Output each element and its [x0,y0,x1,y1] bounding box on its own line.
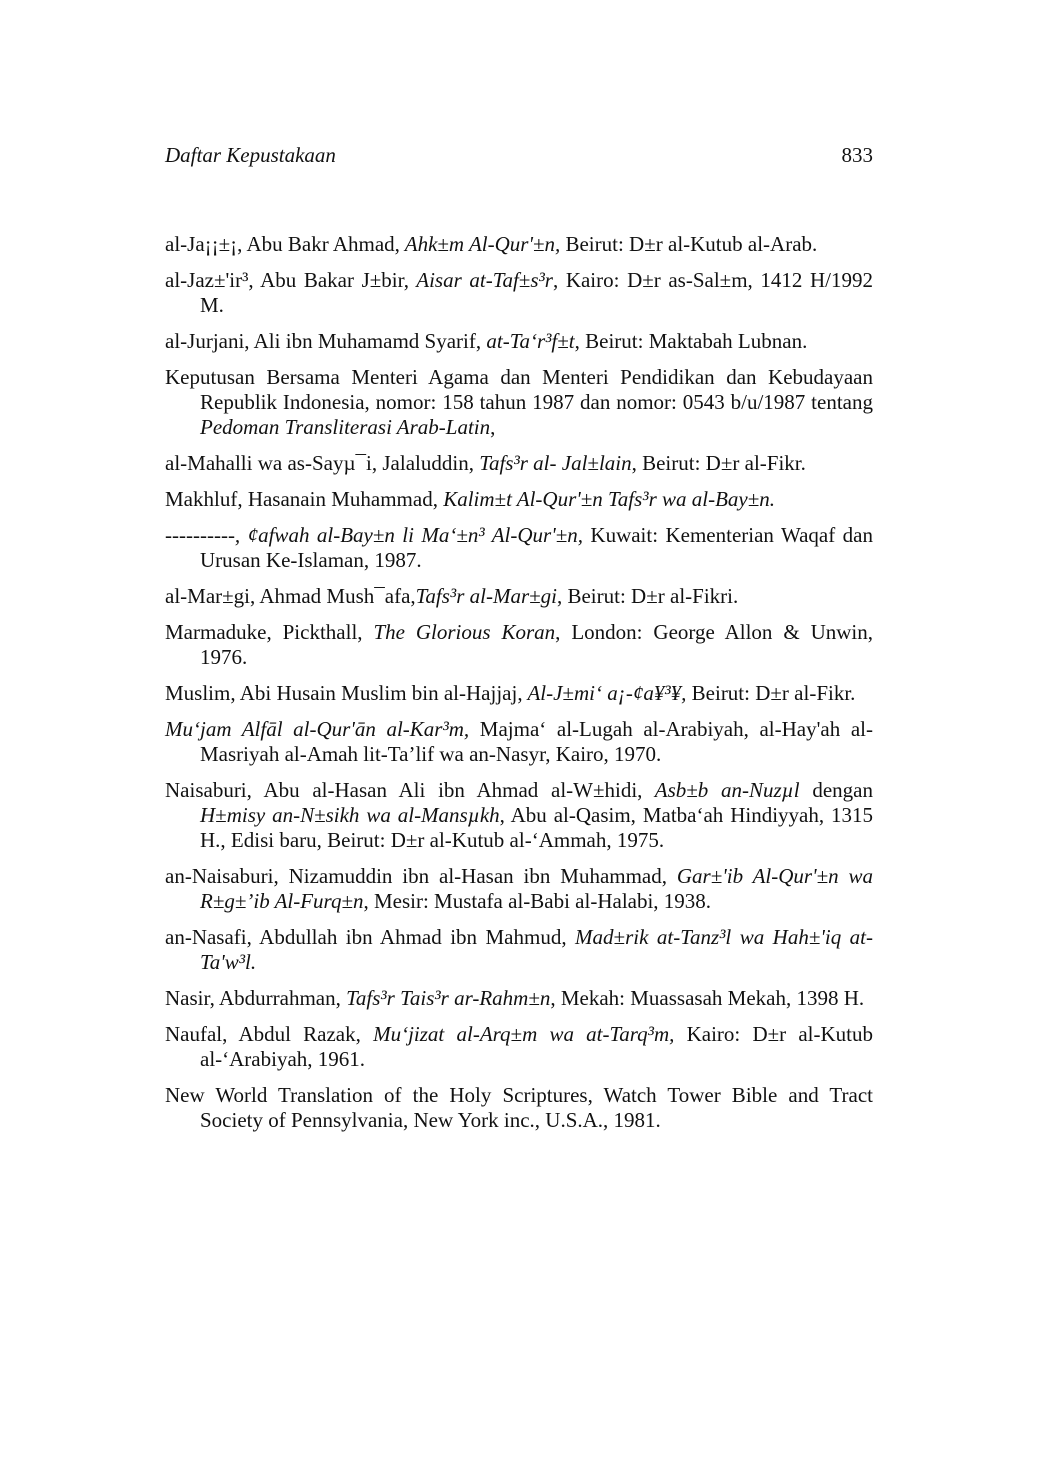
bibliography-entry [165,620,873,670]
entry-publication: Beirut: D±r al-Kutub al-Arab. [560,232,818,256]
entry-publication: , Mesir: Mustafa al-Babi al-Halabi, 1938. [363,889,712,913]
entry-title: Mu‘jam Alfāl al-Qur'ān al-Kar³m, [165,717,470,741]
bibliography-entry [165,1083,873,1133]
entry-title: The Glorious Koran [362,620,556,644]
entry-title: Tafs³r Tais³r ar-Rahm±n [340,986,551,1010]
entry-author: al-Ja¡¡±¡, Abu Bakr Ahmad, [165,232,400,256]
entry-title: Pedoman Transliterasi Arab-Latin [200,415,491,439]
entry-author: Nasir, Abdurrahman, [165,986,341,1010]
entry-publication: , Mekah: Muassasah Mekah, 1398 H. [550,986,865,1010]
entry-publication: , London: George Allon & Unwin, 1976. [200,620,873,669]
entry-publication: , Kairo: D±r as-Sal±m, 1412 H/1992 M. [200,268,873,317]
header-title: Daftar Kepustakaan [165,143,336,167]
entry-title-secondary: H±misy an-N±sikh wa al-Mansµkh [200,803,500,827]
entry-publication-secondary: , Abu al-Qasim, Matba‘ah Hindiyyah, 1315 H., Edisi baru, Beirut: D±r al-Kutub al-‘Ammah, 1975. [200,803,873,852]
entry-title: Tafs³r al- Jal±lain [473,451,632,475]
bibliography-entry [165,329,873,354]
entry-author: an-Nasafi, Abdullah ibn Ahmad ibn Mahmud, [165,925,567,949]
bibliography-entry [165,523,873,573]
entry-publication: Kuwait: Kementerian Waqaf dan Urusan Ke-Islaman, 1987. [200,523,873,572]
entry-publication: , Beirut: D±r al-Fikri. [556,584,739,608]
entry-author: an-Naisaburi, Nizamuddin ibn al-Hasan ibn Muhammad, [165,864,667,888]
bibliography-entry [165,487,873,512]
page-number: 833 [841,143,873,167]
entry-publication: dengan [799,778,873,802]
entry-author: al-Mar±gi, Ahmad Mush¯afa, [165,584,416,608]
entry-title: Ahk±m Al-Qur'±n, [399,232,561,256]
bibliography-list [165,232,873,1144]
entry-title: Tafs³r al-Mar±gi [415,584,557,608]
entry-title: Gar±'ib Al-Qur'±n wa R±g±’ib Al-Furq±n [200,864,873,913]
entry-author: Muslim, Abi Husain Muslim bin al-Hajjaj, [165,681,523,705]
bibliography-entry [165,584,873,609]
entry-title: at-Ta‘r³f±t [481,329,575,353]
entry-publication: Majma‘ al-Lugah al-Arabiyah, al-Hay'ah al-Masriyah al-Amah lit-Ta’lif wa an-Nasyr, Kairo, 1970. [200,717,873,766]
bibliography-entry [165,717,873,767]
entry-author: al-Jurjani, Ali ibn Muhamamd Syarif, [165,329,482,353]
entry-title: Al-J±mi‘ a¡-¢a¥³¥, [522,681,687,705]
entry-author: New World Translation of the Holy Scriptures, Watch Tower Bible and Tract Society of Pennsylvania, New York inc., U.S.A., 1981. [165,1083,873,1132]
bibliography-entry [165,1022,873,1072]
running-header [165,143,873,168]
entry-author: Naisaburi, Abu al-Hasan Ali ibn Ahmad al-W±hidi, [165,778,643,802]
entry-publication: Kairo: D±r al-Kutub al-‘Arabiyah, 1961. [200,1022,873,1071]
bibliography-entry [165,864,873,914]
entry-title: Mad±rik at-Tanz³l wa Hah±'iq at-Ta'w³l. [200,925,873,974]
entry-author: Makhluf, Hasanain Muhammad, [165,487,438,511]
entry-title: Kalim±t Al-Qur'±n Tafs³r wa al-Bay±n. [437,487,776,511]
entry-author: Naufal, Abdul Razak, [165,1022,361,1046]
bibliography-entry [165,232,873,257]
bibliography-entry [165,365,873,440]
entry-title: ----------, ¢afwah al-Bay±n li Ma‘±n³ Al-Qur'±n, [165,523,583,547]
bibliography-entry [165,778,873,853]
entry-author: Keputusan Bersama Menteri Agama dan Menteri Pendidikan dan Kebudayaan Republik Indonesia, nomor: 158 tahun 1987 dan nomor: 0543 b/u/1987 tentang [165,365,873,414]
entry-publication: , Beirut: D±r al-Fikr. [631,451,806,475]
bibliography-entry [165,451,873,476]
entry-author: al-Mahalli wa as-Sayµ¯i, Jalaluddin, [165,451,474,475]
entry-author: Marmaduke, Pickthall, [165,620,363,644]
entry-title: Aisar at-Taf±s³r [409,268,553,292]
entry-title: Asb±b an-Nuzµl [642,778,800,802]
bibliography-entry [165,681,873,706]
bibliography-entry [165,986,873,1011]
bibliography-entry [165,268,873,318]
bibliography-entry [165,925,873,975]
entry-publication: Beirut: D±r al-Fikr. [686,681,856,705]
entry-title: Mu‘jizat al-Arq±m wa at-Tarq³m, [360,1022,675,1046]
entry-publication: , [490,415,496,439]
entry-author: al-Jaz±'ir³, Abu Bakar J±bir, [165,268,410,292]
entry-publication: , Beirut: Maktabah Lubnan. [574,329,808,353]
